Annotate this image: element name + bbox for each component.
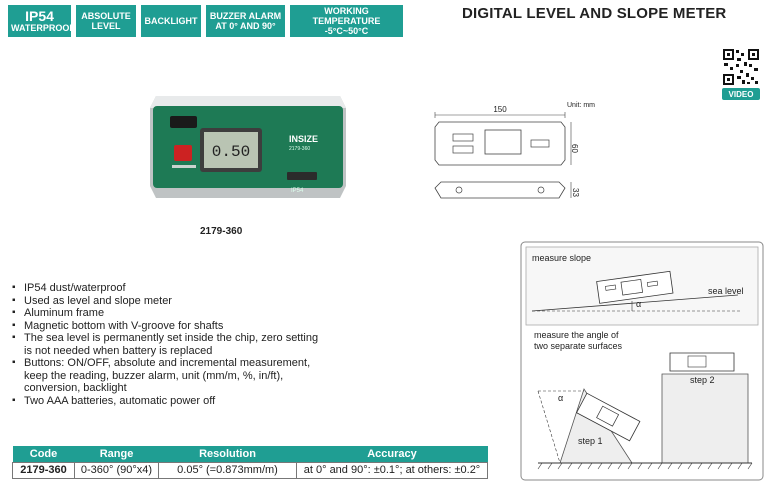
separate-surfaces-label-2: two separate surfaces <box>534 341 623 351</box>
list-item: ▪ Two AAA batteries, automatic power off <box>10 395 320 408</box>
separate-surfaces-label-1: measure the angle of <box>534 330 619 340</box>
feature-badges <box>8 5 403 37</box>
mode-button <box>170 116 197 128</box>
list-item: ▪ Aluminum frame <box>10 307 320 320</box>
step-2-label: step 2 <box>690 375 715 385</box>
brand-model: 2179-360 <box>289 146 311 152</box>
badge-backlight: BACKLIGHT <box>141 5 201 37</box>
dimension-drawing <box>425 98 595 213</box>
step-1-label: step 1 <box>578 436 603 446</box>
badge-absolute-level: ABSOLUTE LEVEL <box>76 5 136 37</box>
list-item: ▪ Magnetic bottom with V-groove for shafts <box>10 320 320 333</box>
length-dimension: 150 <box>493 105 507 114</box>
list-item: ▪ Used as level and slope meter <box>10 295 320 308</box>
angle-symbol-2: α <box>558 393 564 403</box>
depth-dimension: 33 <box>571 188 580 197</box>
cell-range: 0-360° (90°x4) <box>75 462 159 478</box>
list-item: ▪ The sea level is permanently set inside the chip, zero setting is not needed when battery is replaced <box>10 332 320 357</box>
hold-button <box>287 172 317 180</box>
qr-code-icon[interactable] <box>722 48 760 100</box>
product-image <box>150 92 350 202</box>
page-title: DIGITAL LEVEL AND SLOPE METER <box>462 5 727 22</box>
feature-list <box>10 282 320 407</box>
badge-ip54: IP54 WATERPROOF <box>8 5 71 37</box>
usage-diagram <box>520 241 764 481</box>
measure-slope-label: measure slope <box>532 253 592 263</box>
power-button <box>174 145 192 161</box>
cell-resolution: 0.05° (=0.873mm/m) <box>159 462 297 478</box>
cell-code: 2179-360 <box>13 462 75 478</box>
badge-working-temperature: WORKING TEMPERATURE -5°C~50°C <box>290 5 403 37</box>
cell-accuracy: at 0° and 90°: ±0.1°; at others: ±0.2° <box>297 462 488 478</box>
product-model-label: 2179-360 <box>200 226 243 237</box>
sea-level-label: sea level <box>708 286 744 296</box>
col-header-resolution: Resolution <box>159 446 297 462</box>
angle-symbol: α <box>636 299 642 309</box>
height-dimension: 60 <box>570 144 579 153</box>
table-row <box>13 462 488 478</box>
table-header-row <box>13 446 488 462</box>
unit-label: Unit: mm <box>567 102 595 109</box>
col-header-range: Range <box>75 446 159 462</box>
col-header-accuracy: Accuracy <box>297 446 488 462</box>
qr-video-label: VIDEO <box>728 90 754 99</box>
badge-buzzer-alarm: BUZZER ALARM AT 0° AND 90° <box>206 5 285 37</box>
brand-logo: INSIZE <box>289 134 319 144</box>
ip-rating: IP54 <box>291 188 304 194</box>
list-item: ▪ IP54 dust/waterproof <box>10 282 320 295</box>
lcd-readout: 0.50 <box>211 143 251 161</box>
list-item: ▪ Buttons: ON/OFF, absolute and incremental measurement, keep the reading, buzzer alarm, unit (mm/m, %, in/ft), conversion, backlight <box>10 357 320 395</box>
spec-table <box>12 446 488 479</box>
col-header-code: Code <box>13 446 75 462</box>
